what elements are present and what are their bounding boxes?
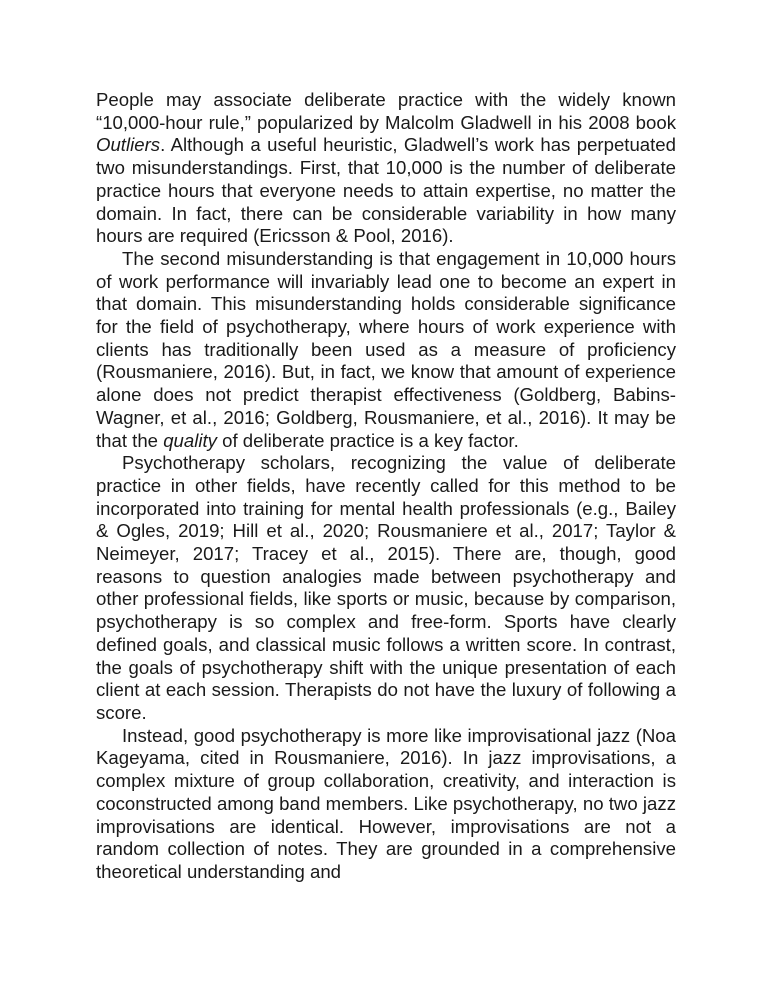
paragraph-1-text-1: People may associate deliberate practice with the widely known “10,000-hour rule,” popularized by Malcolm Gladwell in his 2008 book [96, 89, 676, 133]
paragraph-2 [96, 248, 676, 452]
document-page [96, 89, 676, 884]
paragraph-4 [96, 725, 676, 884]
paragraph-4-text-1: Instead, good psychotherapy is more like improvisational jazz (Noa Kageyama, cited in Rousmaniere, 2016). In jazz improvisations, a complex mixture of group collaboration, creativity, and interaction is coconstructed among band members. Like psychotherapy, no two jazz improvisations are identical. However, improvisations are not a random collection of notes. They are grounded in a comprehensive theoretical understanding and [96, 724, 676, 882]
paragraph-1 [96, 89, 676, 248]
paragraph-2-text-2: of deliberate practice is a key factor. [216, 429, 519, 451]
book-title-outliers: Outliers [96, 134, 161, 156]
paragraph-3-text-1: Psychotherapy scholars, recognizing the value of deliberate practice in other fields, have recently called for this method to be incorporated into training for mental health professionals (e.g., Bailey & Ogles, 2019; Hill et al., 2020; Rousmaniere et al., 2017; Taylor & Neimeyer, 2017; Tracey et al., 2015). There are, though, good reasons to question analogies made between psychotherapy and other professional fields, like sports or music, because by comparison, psychotherapy is so complex and free-form. Sports have clearly defined goals, and classical music follows a written score. In contrast, the goals of psychotherapy shift with the unique presentation of each client at each session. Therapists do not have the luxury of following a score. [96, 452, 676, 723]
paragraph-1-text-2: . Although a useful heuristic, Gladwell’s work has perpetuated two misunderstandings. First, that 10,000 is the number of deliberate practice hours that everyone needs to attain expertise, no matter the domain. In fact, there can be considerable variability in how many hours are required (Ericsson & Pool, 2016). [96, 134, 676, 247]
emphasis-quality: quality [163, 429, 217, 451]
paragraph-3 [96, 452, 676, 724]
paragraph-2-text-1: The second misunderstanding is that engagement in 10,000 hours of work performance will invariably lead one to become an expert in that domain. This misunderstanding holds considerable significance for the field of psychotherapy, where hours of work experience with clients has traditionally been used as a measure of proficiency (Rousmaniere, 2016). But, in fact, we know that amount of experience alone does not predict therapist effectiveness (Goldberg, Babins-Wagner, et al., 2016; Goldberg, Rousmaniere, et al., 2016). It may be that the [96, 247, 676, 451]
